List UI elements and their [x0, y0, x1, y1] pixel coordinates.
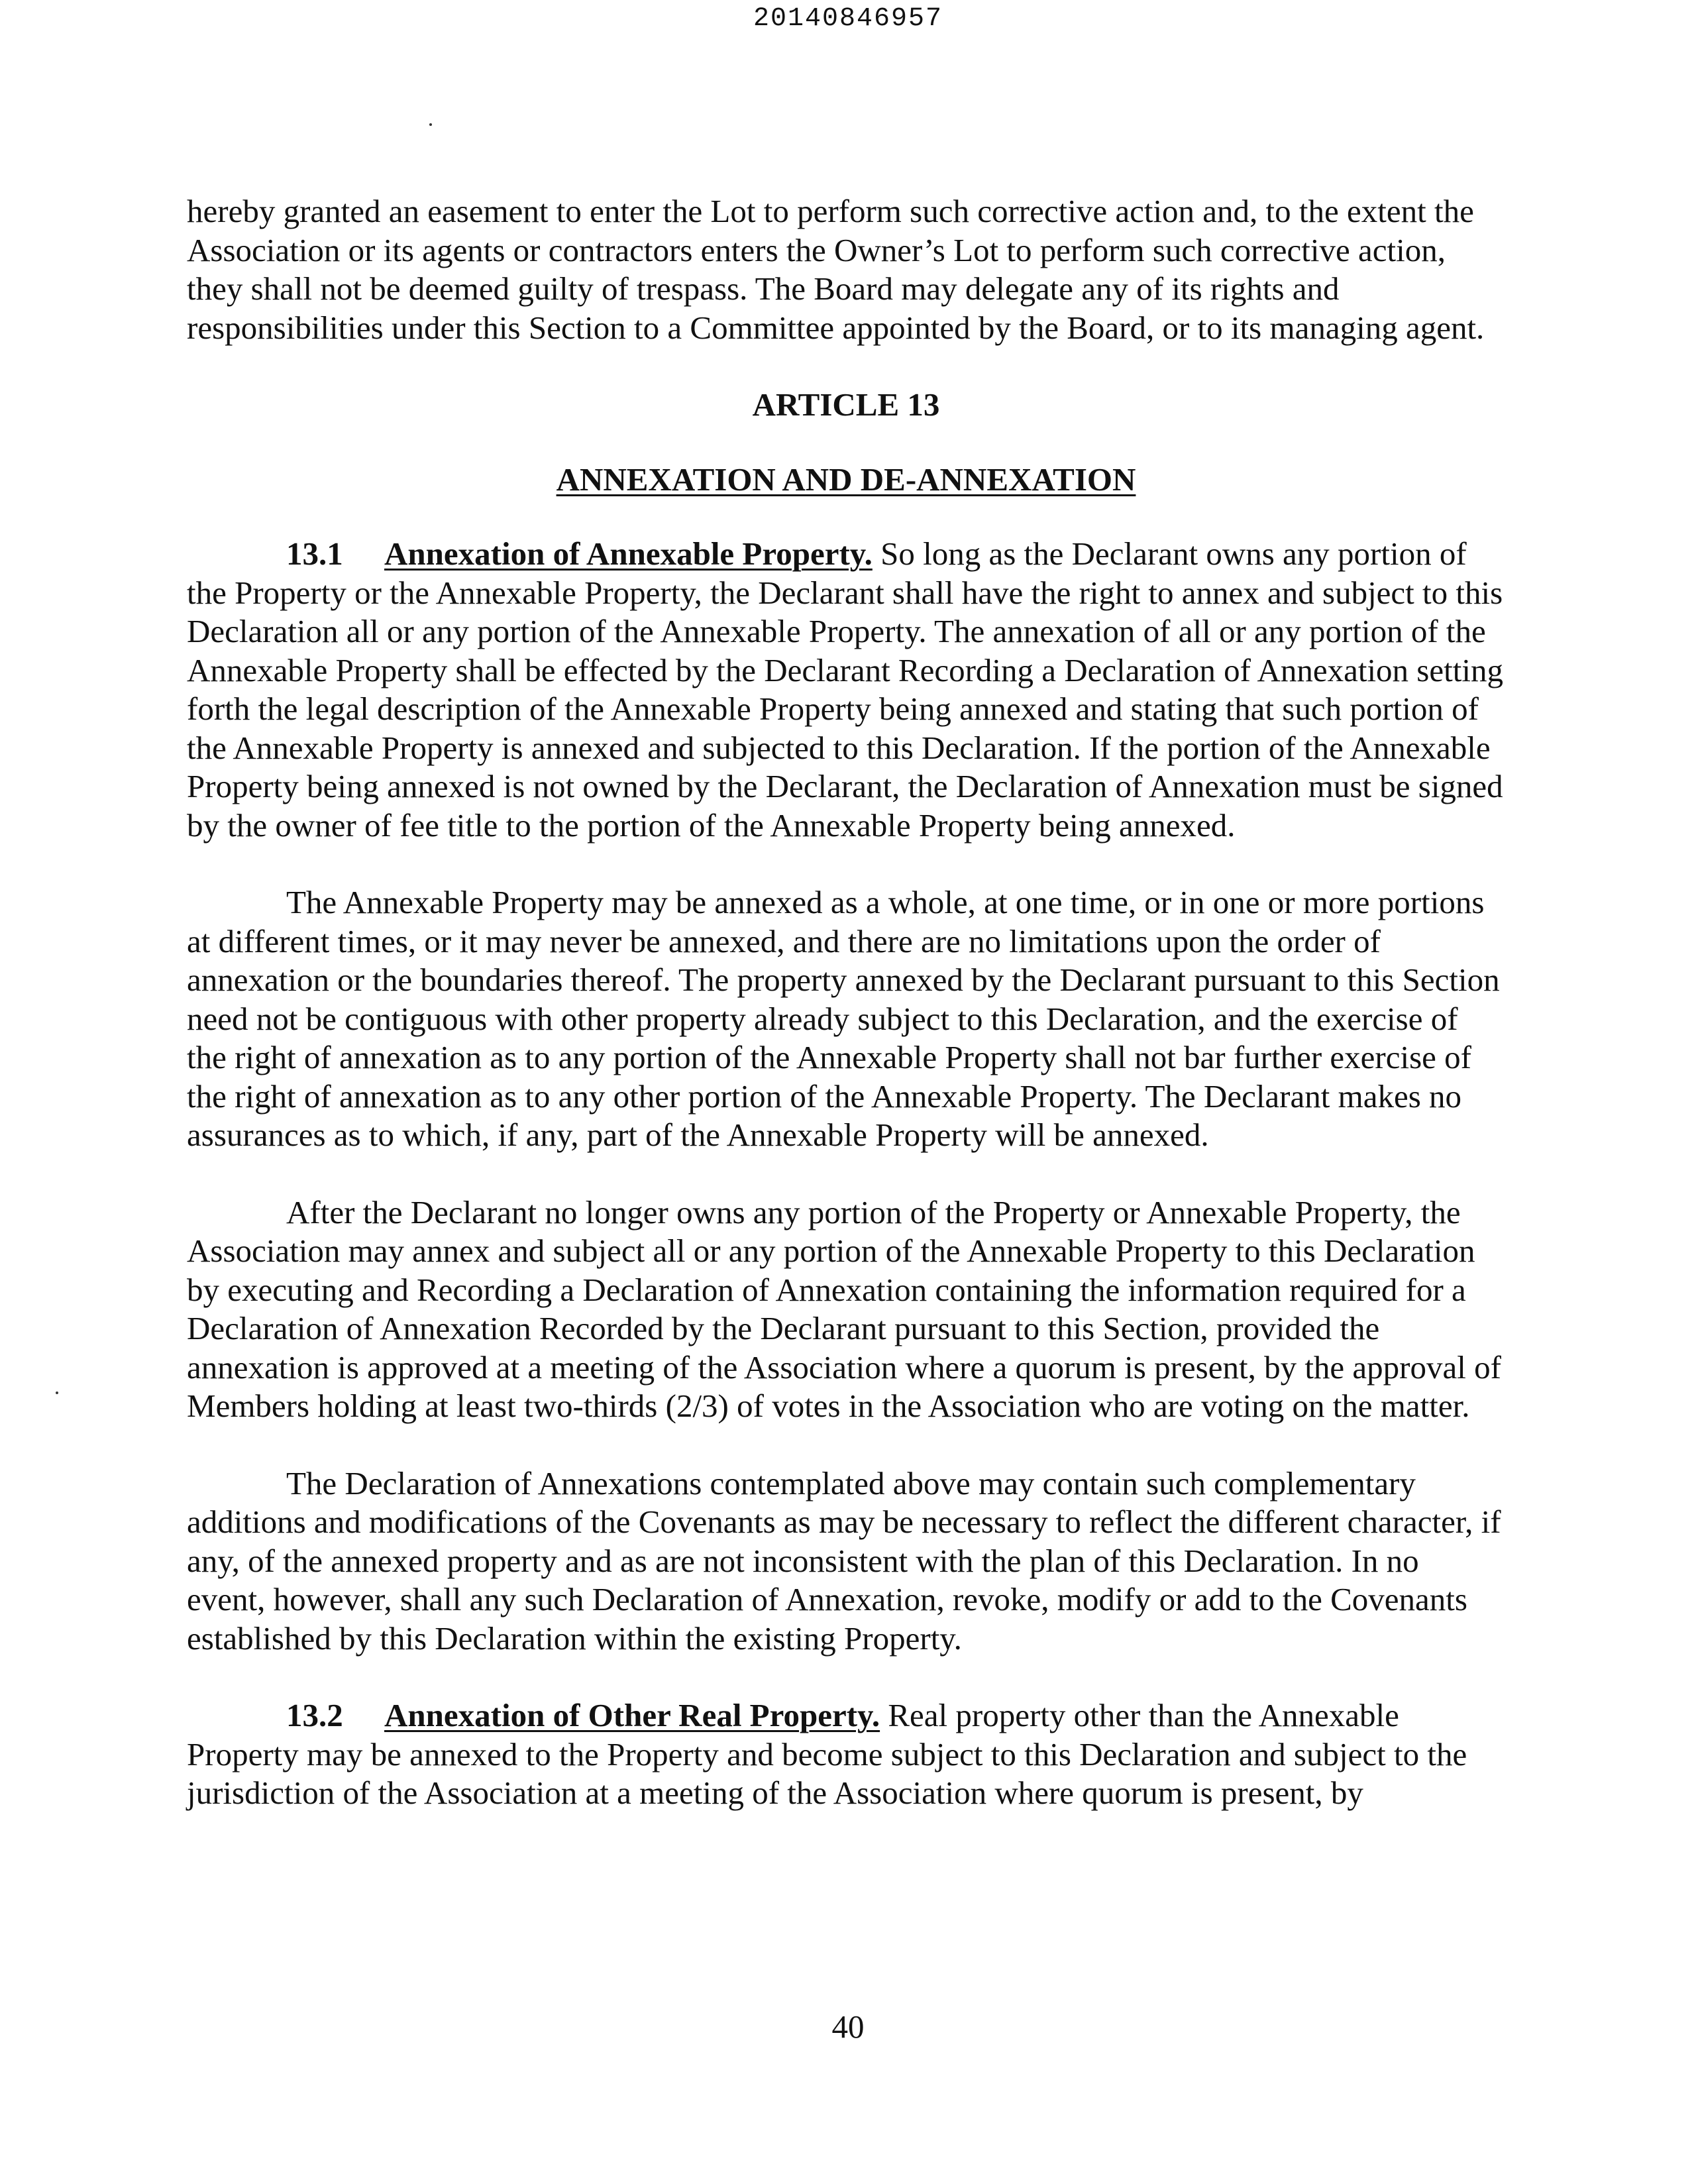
article-title-text: ANNEXATION AND DE-ANNEXATION [556, 461, 1136, 498]
scan-speck [429, 123, 432, 126]
section-number: 13.2 [286, 1697, 343, 1733]
page-number: 40 [831, 2008, 865, 2045]
section-body: Real property other than the Annexable Property may be annexed to the Property and become subject to this Declaration and subject to the jurisdiction of the Association at a meeting of the Association where quorum is present, by [187, 1697, 1467, 1811]
section-number: 13.1 [286, 535, 343, 572]
scan-speck [56, 1392, 58, 1394]
section-body: So long as the Declarant owns any portion of the Property or the Annexable Property, the Declarant shall have the right to annex and subject to this Declaration all or any portion of the Annexable Property. The annexation of all or any portion of the Annexable Property shall be effected by the Declarant Recording a Declaration of Annexation setting forth the legal description of the Annexable Property being annexed and stating that such portion of the Annexable Property is annexed and subjected to this Declaration. If the portion of the Annexable Property being annexed is not owned by the Declarant, the Declaration of Annexation must be signed by the owner of fee title to the portion of the Annexable Property being annexed. [187, 535, 1503, 844]
document-number: 20140846957 [753, 4, 943, 34]
section-13-2 [187, 1696, 1505, 1813]
paragraph: The Annexable Property may be annexed as a whole, at one time, or in one or more portions at different times, or it may never be annexed, and there are no limitations upon the order of annexation or the boundaries thereof. The property annexed by the Declarant pursuant to this Section need not be contiguous with other property already subject to this Declaration, and the exercise of the right of annexation as to any portion of the Annexable Property shall not bar further exercise of the right of annexation as to any other portion of the Annexable Property. The Declarant makes no assurances as to which, if any, part of the Annexable Property will be annexed. [187, 884, 1500, 1153]
article-number: ARTICLE 13 [752, 386, 940, 423]
paragraph: After the Declarant no longer owns any portion of the Property or Annexable Property, the Association may annex and subject all or any portion of the Annexable Property to this Declaration by executing and Recording a Declaration of Annexation containing the information required for a Declaration of Annexation Recorded by the Declarant pursuant to this Section, provided the annexation is approved at a meeting of the Association where a quorum is present, by the approval of Members holding at least two-thirds (2/3) of votes in the Association who are voting on the matter. [187, 1193, 1501, 1424]
continued-paragraph: hereby granted an easement to enter the Lot to perform such corrective action and, to the extent the Association or its agents or contractors enters the Owner’s Lot to perform such corrective action, they shall not be deemed guilty of trespass. The Board may delegate any of its rights and responsibilities under this Section to a Committee appointed by the Board, or to its managing agent. [187, 193, 1485, 346]
section-title: Annexation of Other Real Property. [384, 1697, 880, 1733]
article-title [187, 461, 1505, 500]
section-title: Annexation of Annexable Property. [384, 535, 873, 572]
document-body [187, 192, 1505, 1851]
section-13-1 [187, 535, 1505, 845]
paragraph: The Declaration of Annexations contemplated above may contain such complementary additions and modifications of the Covenants as may be necessary to reflect the different character, if any, of the annexed property and as are not inconsistent with the plan of this Declaration. In no event, however, shall any such Declaration of Annexation, revoke, modify or add to the Covenants established by this Declaration within the existing Property. [187, 1464, 1501, 1657]
